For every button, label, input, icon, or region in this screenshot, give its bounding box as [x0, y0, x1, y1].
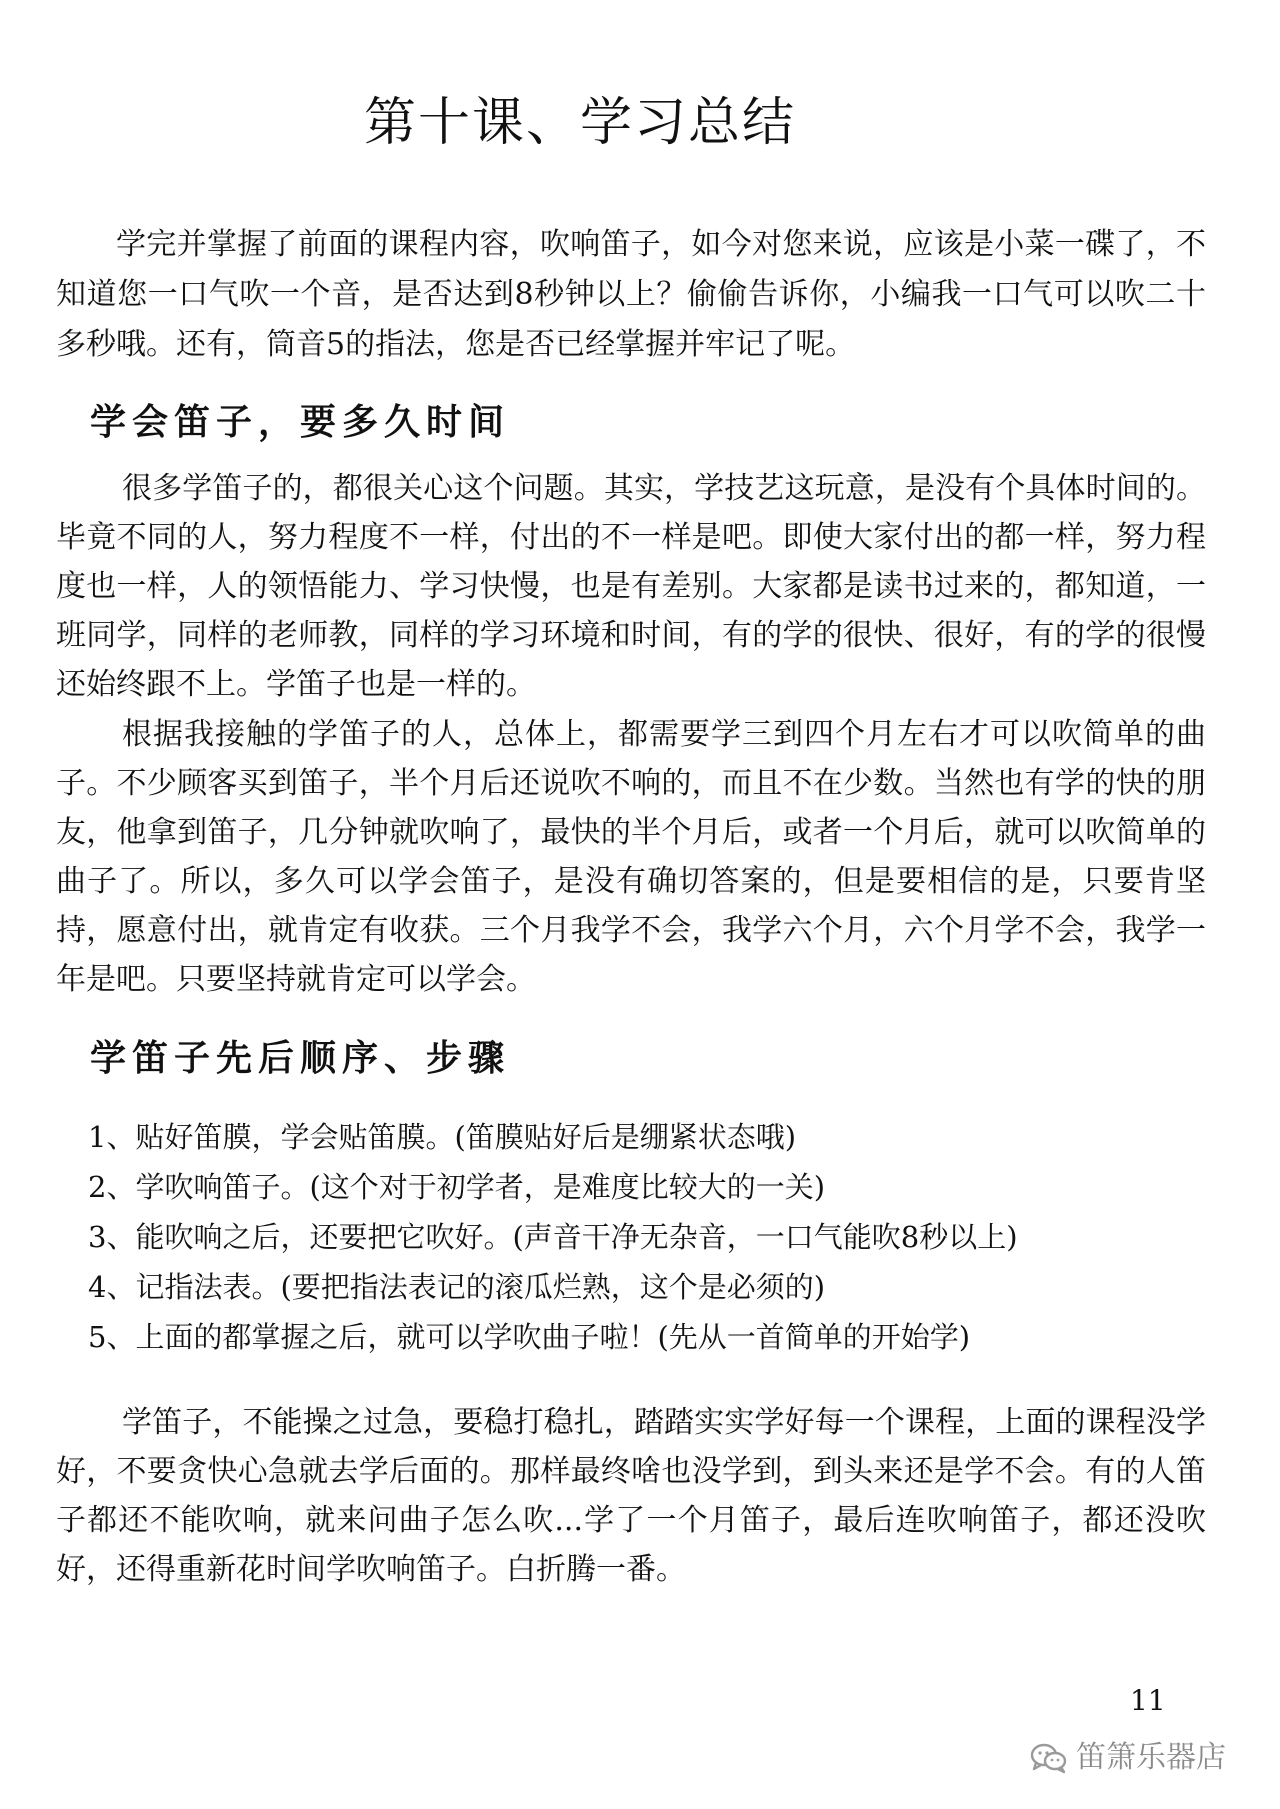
list-item: 1、贴好笛膜，学会贴笛膜。(笛膜贴好后是绷紧状态哦): [88, 1120, 797, 1154]
wechat-icon: [1030, 1742, 1068, 1774]
watermark-text: 笛箫乐器店: [1076, 1740, 1226, 1775]
section-heading-steps: 学笛子先后顺序、步骤: [90, 1038, 511, 1079]
paragraph: 很多学笛子的，都很关心这个问题。其实，学技艺这玩意，是没有个具体时间的。毕竟不同的人，努力程度不一样，付出的不一样是吧。即使大家付出的都一样，努力程度也一样，人的领悟能力、学习快慢，也是有差别。大家都是读书过来的，都知道，一班同学，同样的老师教，同样的学习环境和时间，有的学的很快、很好，有的学的很慢还始终跟不上。学笛子也是一样的。: [56, 471, 1206, 702]
page-number: 11: [1130, 1684, 1166, 1717]
section-heading-duration: 学会笛子，要多久时间: [90, 402, 511, 443]
paragraph: 根据我接触的学笛子的人，总体上，都需要学三到四个月左右才可以吹简单的曲子。不少顾客买到笛子，半个月后还说吹不响的，而且不在少数。当然也有学的快的朋友，他拿到笛子，几分钟就吹响了，最快的半个月后，或者一个月后，就可以吹简单的曲子了。所以，多久可以学会笛子，是没有确切答案的，但是要相信的是，只要肯坚持，愿意付出，就肯定有收获。三个月我学不会，我学六个月，六个月学不会，我学一年是吧。只要坚持就肯定可以学会。: [56, 717, 1206, 997]
steps-list: [88, 1112, 1188, 1362]
list-item: 4、记指法表。(要把指法表记的滚瓜烂熟，这个是必须的): [88, 1270, 826, 1304]
list-item: 3、能吹响之后，还要把它吹好。(声音干净无杂音，一口气能吹8秒以上): [88, 1220, 1018, 1254]
page-title: 第十课、学习总结: [363, 93, 796, 153]
intro-paragraph: 学完并掌握了前面的课程内容，吹响笛子，如今对您来说，应该是小菜一碟了，不知道您一口气吹一个音，是否达到8秒钟以上？偷偷告诉你，小编我一口气可以吹二十多秒哦。还有，筒音5的指法，您是否已经掌握并牢记了呢。: [56, 227, 1206, 362]
watermark: [1030, 1738, 1226, 1778]
list-item: 2、学吹响笛子。(这个对于初学者，是难度比较大的一关): [88, 1170, 826, 1204]
closing-paragraph: 学笛子，不能操之过急，要稳打稳扎，踏踏实实学好每一个课程，上面的课程没学好，不要贪快心急就去学后面的。那样最终啥也没学到，到头来还是学不会。有的人笛子都还不能吹响，就来问曲子怎么吹...学了一个月笛子，最后连吹响笛子，都还没吹好，还得重新花时间学吹响笛子。白折腾一番。: [56, 1405, 1206, 1587]
list-item: 5、上面的都掌握之后，就可以学吹曲子啦！(先从一首简单的开始学): [88, 1320, 971, 1354]
